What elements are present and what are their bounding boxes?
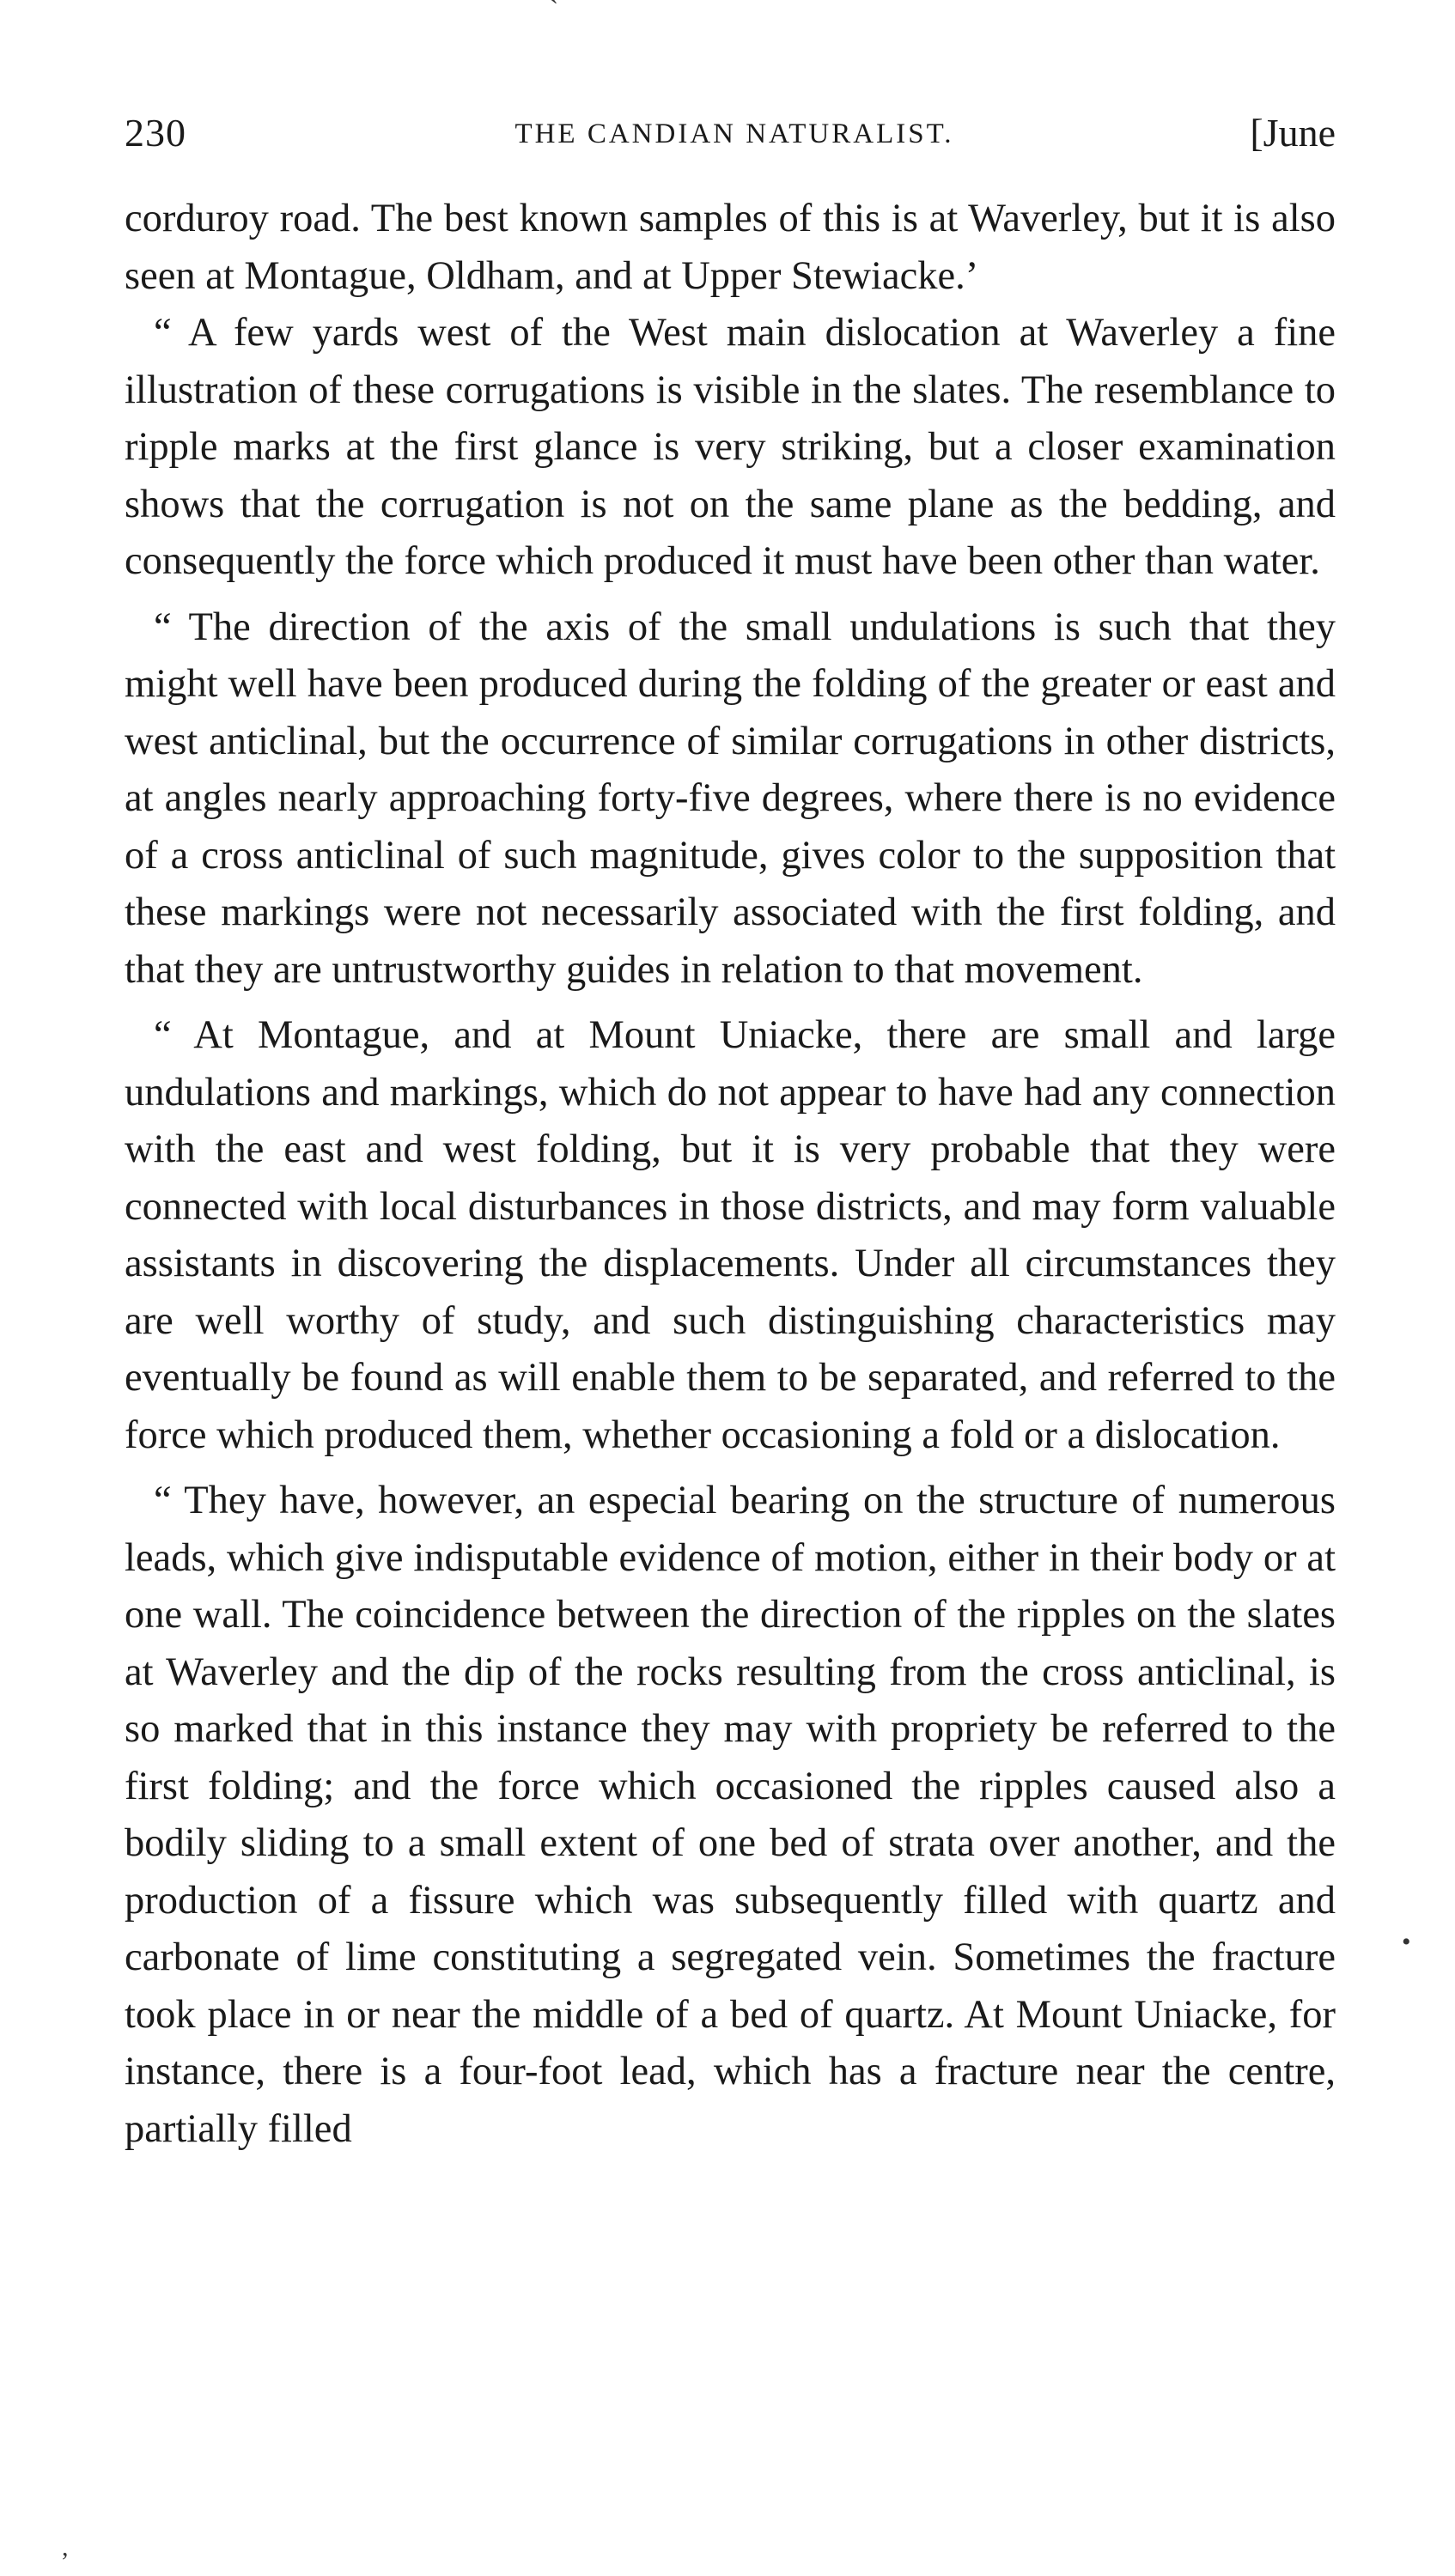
scan-speck: , xyxy=(62,2533,69,2561)
paragraph-undulations-axis: “ The direction of the axis of the small undulations is such that they might well have been produced during the folding of the greater or east and west anticlinal, but the occurrence of similar corrugations in other districts, at angles nearly approaching forty-five degrees, where there is no evidence of a cross anticlinal of such magnitude, gives color to the supposition that these markings were not necessarily associated with the first folding, and that they are untrustworthy guides in relation to that movement. xyxy=(125,605,1336,992)
paragraph-leads-structure: “ They have, however, an especial bearing on the structure of numerous leads, which give indisputable evidence of motion, either in their body or at one wall. The coincidence between the direction of the ripples on the slates at Waverley and the dip of the rocks resulting from the cross anticlinal, is so marked that in this instance they may with propriety be referred to the first folding; and the force which occasioned the ripples caused also a bodily sliding to a small extent of one bed of strata over another, and the production of a fissure which was subsequently filled with quartz and carbonate of lime constituting a segregated vein. Sometimes the fracture took place in or near the middle of a bed of quartz. At Mount Uniacke, for instance, there is a four-foot lead, which has a fracture near the centre, partially filled xyxy=(125,1479,1336,2151)
paragraph-continuation: corduroy road. The best known samples of this is at Waverley, but it is also seen at Montague, Oldham, and at Upper Stewiacke.’ xyxy=(125,197,1336,298)
scan-speck: • xyxy=(1402,1928,1411,1956)
page-number: 230 xyxy=(125,111,186,155)
running-title: THE CANDIAN NATURALIST. xyxy=(514,118,954,149)
scan-speck: ` xyxy=(550,0,558,23)
body-text xyxy=(125,191,1336,2158)
paragraph-corrugations: “ A few yards west of the West main dislocation at Waverley a fine illustration of these corrugations is visible in the slates. The resemblance to ripple marks at the first glance is very striking, but a closer examination shows that the corrugation is not on the same plane as the bedding, and consequently the force which produced it must have been other than water. xyxy=(125,311,1336,583)
paragraph-montague-uniacke: “ At Montague, and at Mount Uniacke, there are small and large undulations and markings, which do not appear to have had any connection with the east and west folding, but it is very probable that they were connected with local disturbances in those districts, and may form valuable assistants in discovering the displacements. Under all circumstances they are well worthy of study, and such distinguishing characteristics may eventually be found as will enable them to be separated, and referred to the force which produced them, whether occasioning a fold or a dislocation. xyxy=(125,1013,1336,1457)
running-header xyxy=(125,110,1344,170)
running-date: [June xyxy=(1250,111,1336,155)
